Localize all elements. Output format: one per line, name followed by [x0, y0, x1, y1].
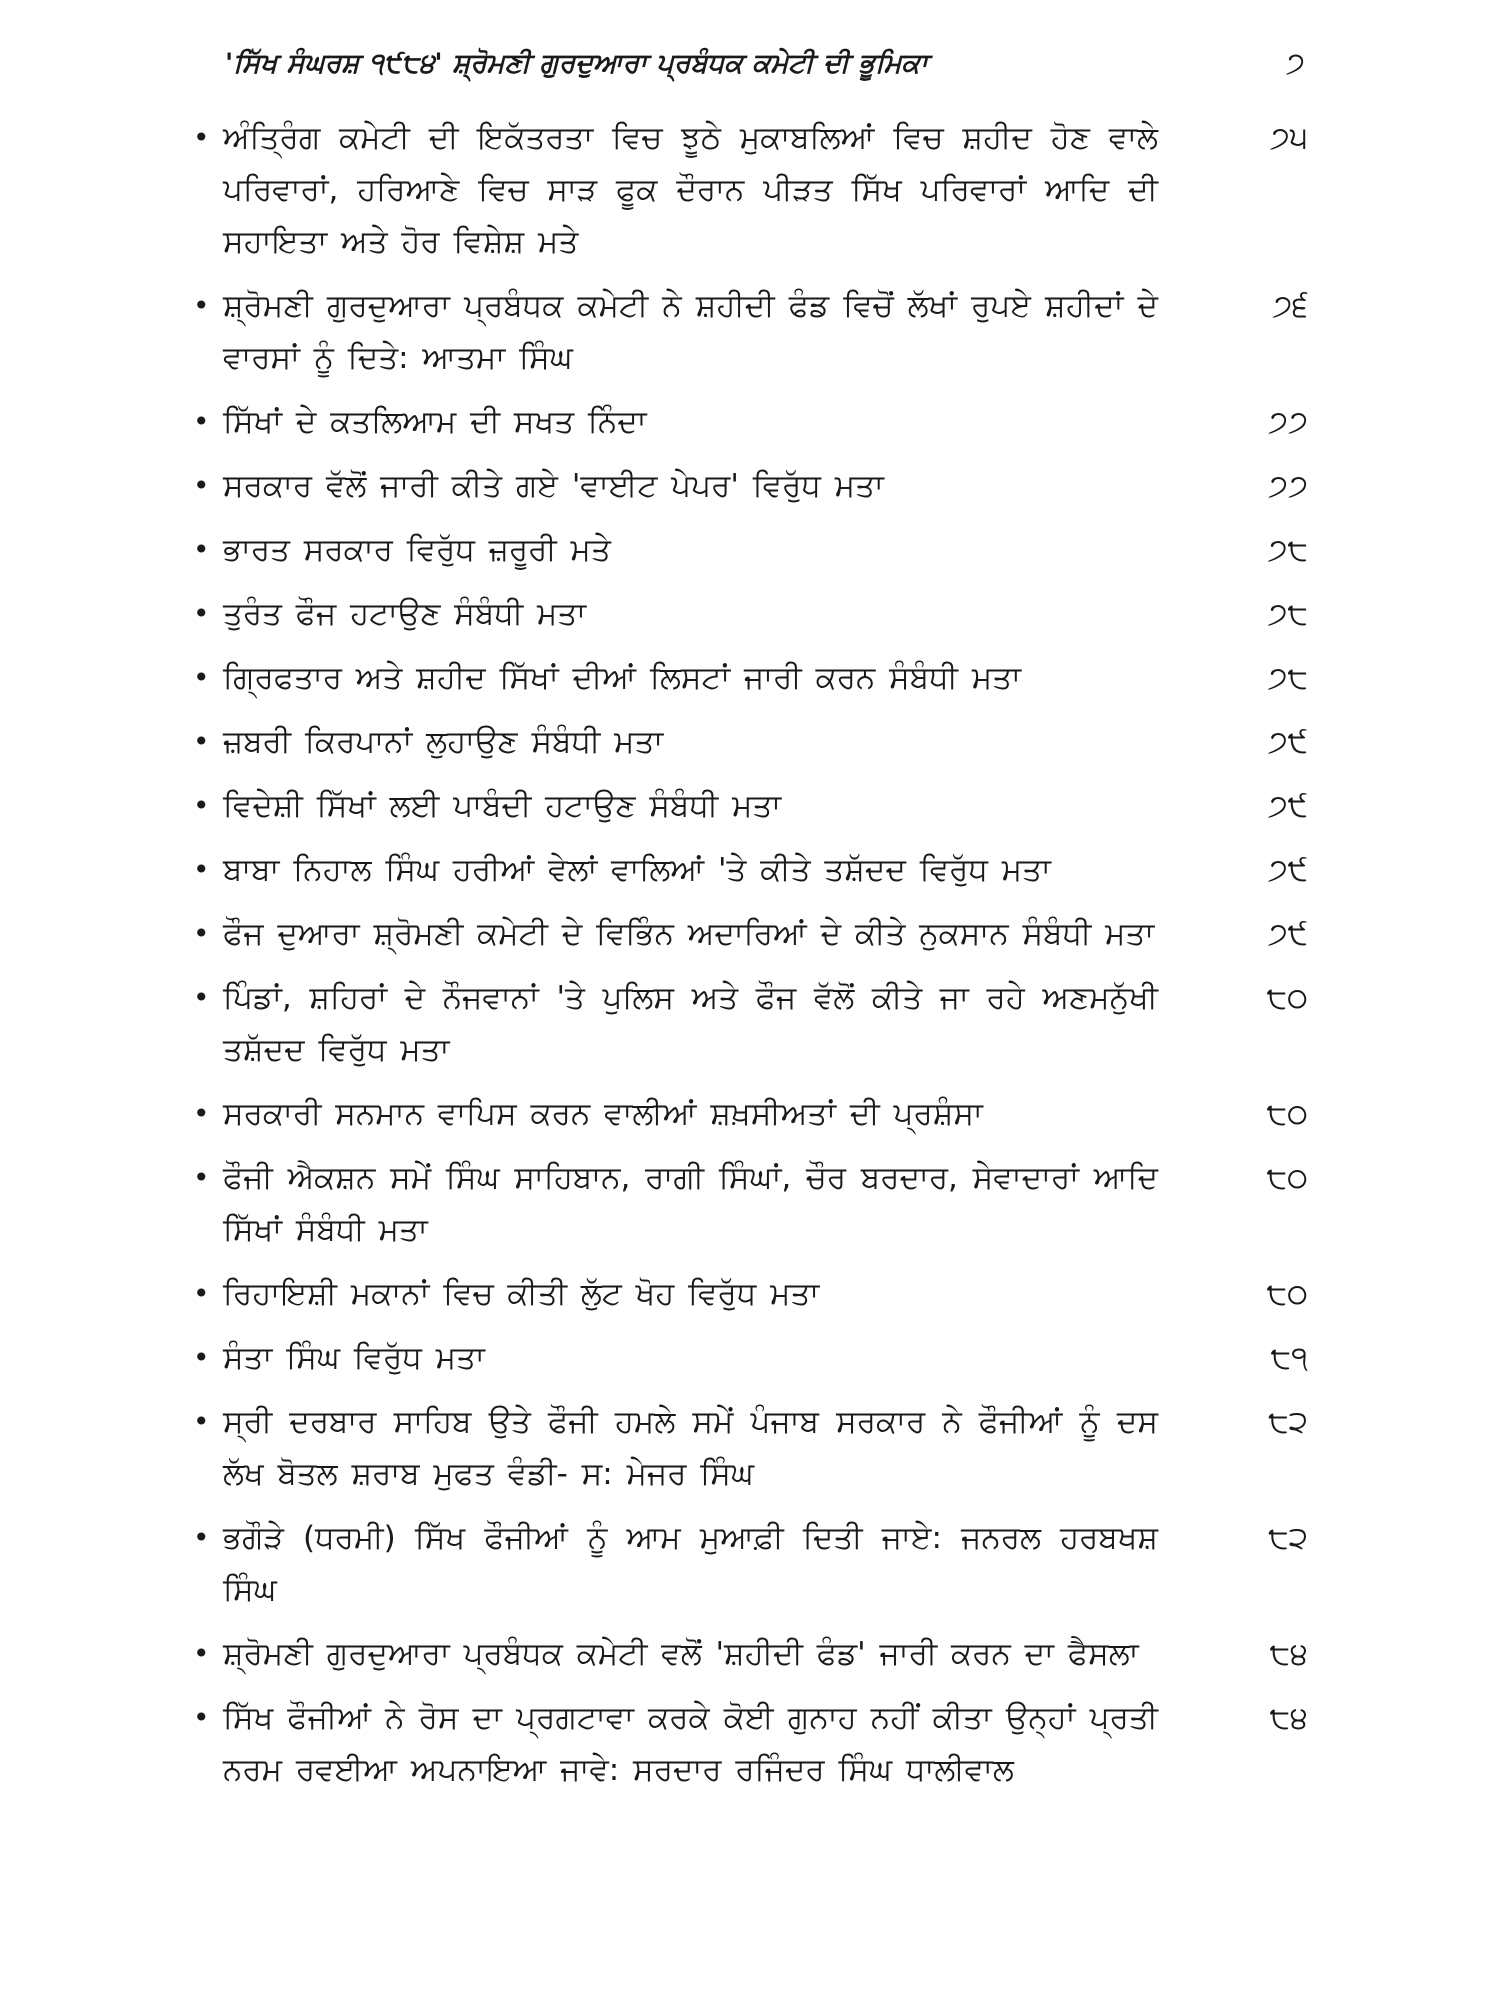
- contents-entry: [193, 1396, 1308, 1500]
- entry-title: ਤੁਰੰਤ ਫੌਜ ਹਟਾਉਣ ਸੰਬੰਧੀ ਮਤਾ: [223, 596, 587, 632]
- entry-page-number: ੮੦: [1266, 1276, 1308, 1312]
- entry-page-number: ੮੨: [1268, 1520, 1308, 1556]
- contents-entry: [193, 1628, 1308, 1680]
- contents-entry: [193, 1512, 1308, 1616]
- contents-entry: [193, 460, 1308, 512]
- contents-entry: [193, 1088, 1308, 1140]
- entry-page-number: ੭੯: [1267, 916, 1308, 952]
- bullet-icon: •: [193, 597, 210, 630]
- bullet-icon: •: [193, 469, 210, 502]
- entry-title: ਸ੍ਰੀ ਦਰਬਾਰ ਸਾਹਿਬ ਉਤੇ ਫੌਜੀ ਹਮਲੇ ਸਮੇਂ ਪੰਜਾਬ ਸਰਕਾਰ ਨੇ ਫੌਜੀਆਂ ਨੂੰ ਦਸ ਲੱਖ ਬੋਤਲ ਸ਼ਰਾਬ ਮੁਫਤ ਵੰਡੀ- ਸ: ਮੇਜਰ ਸਿੰਘ: [223, 1404, 1158, 1492]
- entry-title: ਵਿਦੇਸ਼ੀ ਸਿੱਖਾਂ ਲਈ ਪਾਬੰਦੀ ਹਟਾਉਣ ਸੰਬੰਧੀ ਮਤਾ: [223, 788, 782, 824]
- entry-title: ਬਾਬਾ ਨਿਹਾਲ ਸਿੰਘ ਹਰੀਆਂ ਵੇਲਾਂ ਵਾਲਿਆਂ 'ਤੇ ਕੀਤੇ ਤਸ਼ੱਦਦ ਵਿਰੁੱਧ ਮਤਾ: [223, 852, 1051, 888]
- contents-entry: [193, 524, 1308, 576]
- entry-title: ਸਰਕਾਰ ਵੱਲੋਂ ਜਾਰੀ ਕੀਤੇ ਗਏ 'ਵਾਈਟ ਪੇਪਰ' ਵਿਰੁੱਧ ਮਤਾ: [223, 468, 884, 504]
- bullet-icon: •: [193, 1521, 210, 1554]
- entry-page-number: ੭੮: [1267, 532, 1308, 568]
- contents-entry: [193, 908, 1308, 960]
- bullet-icon: •: [193, 1701, 210, 1734]
- entry-page-number: ੮੦: [1266, 1160, 1308, 1196]
- entry-title: ਸ਼੍ਰੋਮਣੀ ਗੁਰਦੁਆਰਾ ਪ੍ਰਬੰਧਕ ਕਮੇਟੀ ਵਲੋਂ 'ਸ਼ਹੀਦੀ ਫੰਡ' ਜਾਰੀ ਕਰਨ ਦਾ ਫੈਸਲਾ: [223, 1636, 1139, 1672]
- entry-title: ਸਰਕਾਰੀ ਸਨਮਾਨ ਵਾਪਿਸ ਕਰਨ ਵਾਲੀਆਂ ਸ਼ਖ਼ਸੀਅਤਾਂ ਦੀ ਪ੍ਰਸ਼ੰਸਾ: [223, 1096, 983, 1132]
- bullet-icon: •: [193, 1405, 210, 1438]
- bullet-icon: •: [193, 1161, 210, 1194]
- entry-page-number: ੭੭: [1268, 404, 1308, 440]
- entry-title: ਗ੍ਰਿਫਤਾਰ ਅਤੇ ਸ਼ਹੀਦ ਸਿੱਖਾਂ ਦੀਆਂ ਲਿਸਟਾਂ ਜਾਰੀ ਕਰਨ ਸੰਬੰਧੀ ਮਤਾ: [223, 660, 1021, 696]
- entry-page-number: ੮੦: [1266, 980, 1308, 1016]
- bullet-icon: •: [193, 917, 210, 950]
- bullet-icon: •: [193, 789, 210, 822]
- bullet-icon: •: [193, 725, 210, 758]
- bullet-icon: •: [193, 121, 210, 154]
- entry-page-number: ੭੯: [1267, 852, 1308, 888]
- entry-page-number: ੭੬: [1272, 288, 1308, 324]
- entry-page-number: ੭੯: [1267, 724, 1308, 760]
- entry-page-number: ੭੮: [1267, 596, 1308, 632]
- contents-entry: [193, 844, 1308, 896]
- entry-title: ਸ਼੍ਰੋਮਣੀ ਗੁਰਦੁਆਰਾ ਪ੍ਰਬੰਧਕ ਕਮੇਟੀ ਨੇ ਸ਼ਹੀਦੀ ਫੰਡ ਵਿਚੋਂ ਲੱਖਾਂ ਰੁਪਏ ਸ਼ਹੀਦਾਂ ਦੇ ਵਾਰਸਾਂ ਨੂੰ ਦਿਤੇ: ਆਤਮਾ ਸਿੰਘ: [223, 288, 1158, 376]
- contents-entry: [193, 1268, 1308, 1320]
- entry-title: ਫੌਜ ਦੁਆਰਾ ਸ਼੍ਰੋਮਣੀ ਕਮੇਟੀ ਦੇ ਵਿਭਿੰਨ ਅਦਾਰਿਆਂ ਦੇ ਕੀਤੇ ਨੁਕਸਾਨ ਸੰਬੰਧੀ ਮਤਾ: [223, 916, 1155, 952]
- bullet-icon: •: [193, 533, 210, 566]
- contents-entry: [193, 972, 1308, 1076]
- entry-page-number: ੭੫: [1269, 120, 1308, 156]
- entry-title: ਜ਼ਬਰੀ ਕਿਰਪਾਨਾਂ ਲੁਹਾਉਣ ਸੰਬੰਧੀ ਮਤਾ: [223, 724, 664, 760]
- entry-page-number: ੮੨: [1268, 1404, 1308, 1440]
- entry-page-number: ੮੦: [1266, 1096, 1308, 1132]
- bullet-icon: •: [193, 661, 210, 694]
- contents-entry: [193, 112, 1308, 268]
- bullet-icon: •: [193, 1341, 210, 1374]
- running-title: 'ਸਿੱਖ ਸੰਘਰਸ਼ ੧੯੮੪' ਸ਼੍ਰੋਮਣੀ ਗੁਰਦੁਆਰਾ ਪ੍ਰਬੰਧਕ ਕਮੇਟੀ ਦੀ ਭੂਮਿਕਾ: [225, 48, 928, 79]
- contents-entry: [193, 1152, 1308, 1256]
- contents-list: [193, 112, 1308, 1808]
- contents-entry: [193, 1332, 1308, 1384]
- bullet-icon: •: [193, 1097, 210, 1130]
- entry-title: ਫੌਜੀ ਐਕਸ਼ਨ ਸਮੇਂ ਸਿੰਘ ਸਾਹਿਬਾਨ, ਰਾਗੀ ਸਿੰਘਾਂ, ਚੌਰ ਬਰਦਾਰ, ਸੇਵਾਦਾਰਾਂ ਆਦਿ ਸਿੱਖਾਂ ਸੰਬੰਧੀ ਮਤਾ: [223, 1160, 1158, 1248]
- entry-page-number: ੮੧: [1270, 1340, 1308, 1376]
- entry-title: ਭਾਰਤ ਸਰਕਾਰ ਵਿਰੁੱਧ ਜ਼ਰੂਰੀ ਮਤੇ: [223, 532, 611, 568]
- contents-entry: [193, 1692, 1308, 1796]
- contents-entry: [193, 396, 1308, 448]
- bullet-icon: •: [193, 405, 210, 438]
- bullet-icon: •: [193, 1637, 210, 1670]
- bullet-icon: •: [193, 289, 210, 322]
- entry-title: ਭਗੌੜੇ (ਧਰਮੀ) ਸਿੱਖ ਫੌਜੀਆਂ ਨੂੰ ਆਮ ਮੁਆਫ਼ੀ ਦਿਤੀ ਜਾਏ: ਜਨਰਲ ਹਰਬਖਸ਼ ਸਿੰਘ: [223, 1520, 1158, 1608]
- contents-entry: [193, 588, 1308, 640]
- running-header: [225, 44, 1305, 88]
- contents-entry: [193, 652, 1308, 704]
- contents-entry: [193, 780, 1308, 832]
- entry-title: ਅੰਤ੍ਰਿੰਗ ਕਮੇਟੀ ਦੀ ਇਕੱਤਰਤਾ ਵਿਚ ਝੂਠੇ ਮੁਕਾਬਲਿਆਂ ਵਿਚ ਸ਼ਹੀਦ ਹੋਣ ਵਾਲੇ ਪਰਿਵਾਰਾਂ, ਹਰਿਆਣੇ ਵਿਚ ਸਾੜ ਫੂਕ ਦੌਰਾਨ ਪੀੜਤ ਸਿੱਖ ਪਰਿਵਾਰਾਂ ਆਦਿ ਦੀ ਸਹਾਇਤਾ ਅਤੇ ਹੋਰ ਵਿਸ਼ੇਸ਼ ਮਤੇ: [223, 120, 1158, 260]
- entry-title: ਸੰਤਾ ਸਿੰਘ ਵਿਰੁੱਧ ਮਤਾ: [223, 1340, 485, 1376]
- entry-page-number: ੮੪: [1269, 1636, 1308, 1672]
- entry-title: ਰਿਹਾਇਸ਼ੀ ਮਕਾਨਾਂ ਵਿਚ ਕੀਤੀ ਲੁੱਟ ਖੋਹ ਵਿਰੁੱਧ ਮਤਾ: [223, 1276, 820, 1312]
- entry-title: ਪਿੰਡਾਂ, ਸ਼ਹਿਰਾਂ ਦੇ ਨੌਜਵਾਨਾਂ 'ਤੇ ਪੁਲਿਸ ਅਤੇ ਫੌਜ ਵੱਲੋਂ ਕੀਤੇ ਜਾ ਰਹੇ ਅਣਮਨੁੱਖੀ ਤਸ਼ੱਦਦ ਵਿਰੁੱਧ ਮਤਾ: [223, 980, 1158, 1068]
- contents-entry: [193, 280, 1308, 384]
- bullet-icon: •: [193, 981, 210, 1014]
- entry-page-number: ੭੭: [1268, 468, 1308, 504]
- entry-page-number: ੭੯: [1267, 788, 1308, 824]
- bullet-icon: •: [193, 1277, 210, 1310]
- entry-title: ਸਿੱਖ ਫੌਜੀਆਂ ਨੇ ਰੋਸ ਦਾ ਪ੍ਰਗਟਾਵਾ ਕਰਕੇ ਕੋਈ ਗੁਨਾਹ ਨਹੀਂ ਕੀਤਾ ਉਨ੍ਹਾਂ ਪ੍ਰਤੀ ਨਰਮ ਰਵਈਆ ਅਪਨਾਇਆ ਜਾਵੇ: ਸਰਦਾਰ ਰਜਿੰਦਰ ਸਿੰਘ ਧਾਲੀਵਾਲ: [223, 1700, 1158, 1788]
- entry-page-number: ੮੪: [1269, 1700, 1308, 1736]
- entry-title: ਸਿੱਖਾਂ ਦੇ ਕਤਲਿਆਮ ਦੀ ਸਖਤ ਨਿੰਦਾ: [223, 404, 647, 440]
- bullet-icon: •: [193, 853, 210, 886]
- contents-entry: [193, 716, 1308, 768]
- page-number: ੭: [1285, 46, 1305, 81]
- entry-page-number: ੭੮: [1267, 660, 1308, 696]
